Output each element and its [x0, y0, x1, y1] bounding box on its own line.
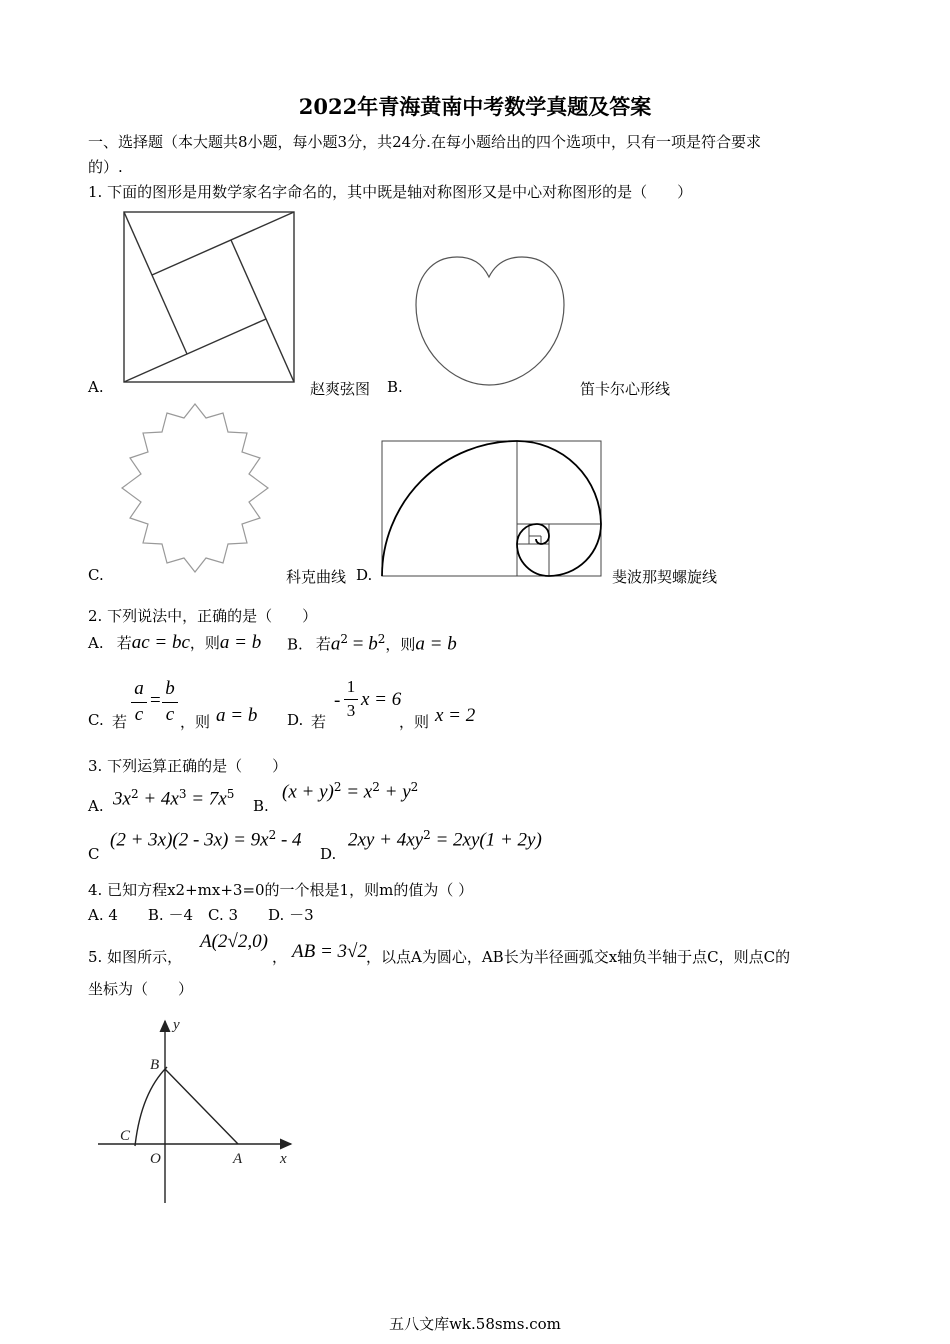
q2-d-res: x = 2 [435, 705, 476, 726]
q2-d-neg: - [334, 690, 341, 711]
q1-option-b-letter: B. [387, 378, 403, 396]
q2-option-b [287, 632, 457, 655]
q5-point-a: A(2√2,0) [200, 931, 268, 952]
fibonacci-spiral-diagram [381, 440, 603, 578]
q3-a-p2: + 4x [138, 788, 179, 810]
q2-b-eq: = [348, 633, 369, 655]
q1-stem: 1. 下面的图形是用数学家名字命名的，其中既是轴对称图形又是中心对称图形的是（ ） [88, 183, 693, 201]
q2-d-var: x = 6 [361, 689, 402, 710]
section-heading-line2: 的）. [88, 158, 123, 176]
label-a: A [233, 1151, 243, 1167]
q2-d-fraction-bar [344, 699, 358, 700]
q2-a-ruo: 若 [116, 634, 132, 652]
q2-c-ze: ，则 [180, 713, 211, 731]
q2-c-fraction-bar1 [131, 702, 147, 703]
q2-b-res: a = b [415, 633, 457, 655]
q2-b-exp2: 2 [377, 632, 386, 646]
q2-b-ruo: 若 [315, 635, 331, 654]
q3-b-e2: 2 [372, 780, 380, 794]
q1-option-a-caption: 赵爽弦图 [310, 380, 371, 398]
q2-b-ze: ，则 [385, 635, 416, 654]
q2-d-den: 3 [346, 701, 356, 720]
q2-c-fraction-bar2 [162, 702, 178, 703]
q2-b-cond-a: a [330, 633, 341, 655]
q3-c-expr [110, 828, 302, 851]
q3-a-e3: 5 [226, 787, 235, 801]
q2-a-res: a = b [219, 632, 262, 653]
page-title: 2022年青海黄南中考数学真题及答案 [298, 94, 652, 119]
q2-c-den2: c [165, 704, 175, 725]
q2-b-cond-b: b [368, 633, 378, 655]
q3-c-e1: 2 [268, 828, 277, 842]
q1-option-b-caption: 笛卡尔心形线 [580, 380, 671, 398]
q2-a-letter: A. [88, 634, 104, 652]
q2-c-ruo: 若 [112, 713, 128, 731]
label-y: y [173, 1017, 180, 1033]
q3-stem: 3. 下列运算正确的是（ ） [88, 757, 288, 775]
q3-b-p3: + y [379, 781, 411, 803]
q3-b-p2: = x [341, 781, 373, 803]
q3-b-letter: B. [253, 797, 269, 815]
q2-c-num1: a [134, 678, 144, 699]
zhao-shuang-diagram [118, 208, 302, 386]
arc-bc [135, 1067, 167, 1146]
q2-d-ruo: 若 [311, 713, 327, 731]
section-heading-line1: 一、选择题（本大题共8小题，每小题3分，共24分.在每小题给出的四个选项中，只有一项是符合要求 [88, 133, 761, 151]
q4-options: A. 4 B. －4 C. 3 D. －3 [88, 906, 314, 924]
page-footer-watermark: 五八文库wk.58sms.com [389, 1315, 561, 1333]
q3-c-p2: - 4 [276, 829, 302, 851]
q3-a-letter: A. [88, 797, 104, 815]
q3-a-expr [113, 787, 234, 810]
q3-b-e1: 2 [333, 780, 342, 794]
q3-a-e2: 3 [178, 787, 187, 801]
q3-d-p1: 2xy + 4xy [348, 829, 424, 851]
q2-c-den1: c [134, 704, 144, 725]
q3-d-letter: D. [320, 845, 337, 863]
q3-d-expr [348, 828, 542, 851]
q2-a-cond: ac = bc [131, 632, 190, 653]
label-x: x [280, 1151, 287, 1167]
q3-a-p1: 3x [113, 788, 131, 810]
q2-c-letter: C. [88, 711, 104, 729]
q5-ab: AB = 3√2 [292, 941, 367, 962]
q3-a-e1: 2 [130, 787, 139, 801]
q3-d-p2: = 2xy(1 + 2y) [430, 829, 542, 851]
q3-c-p1: (2 + 3x)(2 - 3x) = 9x [110, 829, 269, 851]
q5-pre: 5. 如图所示， [88, 948, 183, 966]
segment-ab [165, 1069, 238, 1144]
q2-d-letter: D. [287, 711, 304, 729]
q5-comma: ， [272, 948, 288, 966]
q2-d-num: 1 [346, 677, 356, 696]
koch-curve-diagram [110, 400, 280, 585]
q3-c-letter: C [88, 845, 100, 863]
q1-option-a-letter: A. [88, 378, 104, 396]
q2-a-ze: ，则 [189, 634, 220, 652]
cardioid-diagram [412, 255, 572, 390]
q3-b-expr [282, 780, 418, 803]
q3-b-p1: (x + y) [282, 781, 334, 803]
q2-stem: 2. 下列说法中，正确的是（ ） [88, 607, 318, 625]
q5-post: ，以点A为圆心，AB长为半径画弧交x轴负半轴于点C，则点C的 [366, 948, 791, 966]
q2-c-res: a = b [216, 705, 258, 726]
q2-d-ze: ，则 [399, 713, 430, 731]
label-b: B [150, 1057, 160, 1073]
q3-d-e1: 2 [423, 828, 431, 842]
q5-line2: 坐标为（ ） [88, 980, 194, 998]
q1-option-d-caption: 斐波那契螺旋线 [612, 568, 718, 586]
q5-coordinate-figure [95, 1015, 305, 1205]
q2-b-exp1: 2 [340, 632, 349, 646]
q2-option-a [88, 632, 261, 654]
q2-c-num2: b [165, 678, 175, 699]
q4-stem: 4. 已知方程x2+mx+3=0的一个根是1，则m的值为（ ） [88, 881, 474, 899]
label-c: C [120, 1128, 131, 1144]
q1-option-c-caption: 科克曲线 [286, 568, 347, 586]
label-o: O [150, 1151, 161, 1167]
q2-b-letter: B. [287, 635, 303, 654]
q2-c-eq: = [150, 690, 161, 711]
q3-b-e3: 2 [410, 780, 419, 794]
q3-a-p3: = 7x [186, 788, 227, 810]
q1-option-c-letter: C. [88, 566, 104, 584]
q1-option-d-letter: D. [356, 566, 373, 584]
